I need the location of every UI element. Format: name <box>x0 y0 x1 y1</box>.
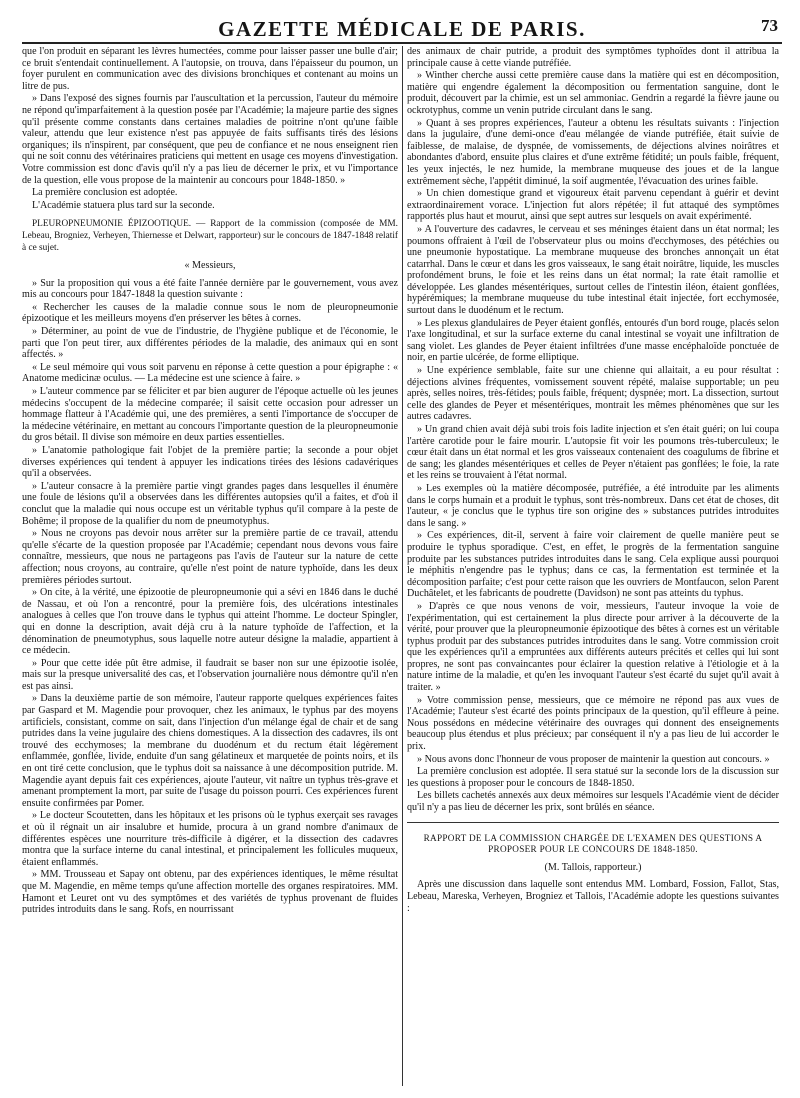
paragraph: » L'auteur consacre à la première partie vingt grandes pages dans lesquelles il énumère une foule de lésions qu'il a observées dans les différentes autopsies qu'il a faites, et d'où il conclut que la maladie qui nous occupe est un véritable typhus qu'il compare à la peste de Bohême; il propose de la qualifier du nom de pneumotyphus. <box>22 480 398 527</box>
right-column <box>407 46 779 1086</box>
paragraph: » A l'ouverture des cadavres, le cerveau et ses méninges étaient dans un état normal; les poumons offraient à l'œil de l'observateur plus ou moins d'ecchymoses, des pétéchies ou une pneumonie hypostatique. La membrane muqueuse des bronches annonçait un état catarrhal. Dans le cœur et dans les gros vaisseaux, le sang était noirâtre, liquide, les muscles profondément bruns, le foie et les reins dans un état normal; la rate était ramollie et développée. Les glandes mésentériques, surtout celles de l'intestin iléon, étaient gonflées, hypérémiques; la membrane muqueuse du tube intestinal était injectée, fort ecchymosée, surtout dans le duodénum et le rectum. <box>407 223 779 317</box>
paragraph: » Nous avons donc l'honneur de vous proposer de maintenir la question aut concours. » <box>417 753 770 765</box>
section-divider <box>407 822 779 823</box>
paragraph: » L'auteur commence par se féliciter et par bien augurer de l'époque actuelle où les jeunes médecins s'occupent de la médecine comparée; il saisit cette occasion pour adresser un hommage flatteur à l'Académie qui, une des premières, a senti l'importance de s'occuper de la médecine vétérinaire, en mettant au concours l'importante question de la pleuropneumonie du gros bétail. Il divise son mémoire en deux parties essentielles. <box>22 386 398 444</box>
paragraph: » Sur la proposition qui vous a été faite l'année dernière par le gouvernement, vous avez mis au concours pour 1847-1848 la question suivante : <box>22 277 398 301</box>
paragraph: La première conclusion est adoptée. Il sera statué sur la seconde lors de la discussion sur les questions à proposer pour le concours de 1848-1850. <box>407 766 779 789</box>
paragraph: des animaux de chair putride, a produit des symptômes typhoïdes dont il attribua la principale cause à cette viande putréfiée. <box>407 46 779 69</box>
paragraph: » Winther cherche aussi cette première cause dans la matière qui est en décomposition, matière qui engendre également la décomposition ou fermentation sanguine, dont le produit, découvert par la chimie, est un sel ammoniac. Gendrin a regardé la fièvre jaune ou ockrotyphus, comme un venin putride circulant dans le sang. <box>407 70 779 116</box>
paragraph: » On cite, à la vérité, une épizootie de pleuropneumonie qui a sévi en 1846 dans le duché de Nassau, et où l'on a rencontré, pour la première fois, des ulcérations intestinales analogues à celles que l'on trouve dans le typhus qui atteint l'homme. Le docteur Spingler, qui en donne la description, avait déjà cru à la nature typhoïde de l'affection, et la dénomination de pneumotyphus, sous laquelle notre auteur désigne la maladie, appartient à ce médecin. <box>22 587 398 657</box>
paragraph: » Un chien domestique grand et vigoureux était parvenu cependant à guérir et devint extraordinairement vorace. L'injection fut alors répétée; il fut attaqué des symptômes rapportés plus haut et mourut, ainsi que sept autres sur lesquels on avait expérimenté. <box>407 188 779 223</box>
paragraph: » Les exemples où la matière décomposée, putréfiée, a été introduite par les aliments dans le corps humain et a produit le typhus, sont très-nombreux. Dans cet état de choses, dit l'auteur, « je conclus que le typhus tire son origine des » substances putrides introduites dans le sang. » <box>407 482 779 529</box>
report-heading: RAPPORT DE LA COMMISSION CHARGÉE DE L'EXAMEN DES QUESTIONS A PROPOSER POUR LE CONCOURS DE 1848-1850. <box>423 832 763 855</box>
rapporteur: (M. Tallois, rapporteur.) <box>544 861 642 873</box>
paragraph: » Le docteur Scoutetten, dans les hôpitaux et les prisons où le typhus exerçait ses ravages et où il régnait un air insalubre et humide, procura à un grand nombre d'animaux de différentes espèces une nourriture très-difficile à digérer, et la dissection des cadavres montra que la surface interne du canal intestinal, et principalement les follicules muqueux, étaient enflammés. <box>22 810 398 868</box>
page-number: 73 <box>761 16 778 35</box>
closing-paragraph: Après une discussion dans laquelle sont entendus MM. Lombard, Fossion, Fallot, Stas, Lebeau, Mareska, Verheyen, Brogniez et Tallois, l'Académie adopte les questions suivantes : <box>407 879 779 914</box>
paragraph: La première conclusion est adoptée. <box>32 187 178 199</box>
paragraph: » Quant à ses propres expériences, l'auteur a obtenu les résultats suivants : l'injection dans la jugulaire, d'une demi-once d'eau mélangée de viande putréfiée, était suivie de faiblesse, de malaise, de dyspnée, de vomissements, de déjections alvines noirâtres et abondantes d'abord, ensuite plus claires et d'une extrême fétidité; un pouls faible, fréquent, les yeux injectés, le nez humide, la membrane muqueuse des joues et de la langue extrêmement sèche, l'appétit diminué, la soif augmentée, l'évacuation des urines faible. <box>407 117 779 187</box>
left-column <box>22 46 398 1086</box>
salutation: « Messieurs, <box>184 260 236 272</box>
journal-title: GAZETTE MÉDICALE DE PARIS. <box>218 17 586 41</box>
paragraph: » Les plexus glandulaires de Peyer étaient gonflés, entourés d'un bord rouge, placés selon l'axe longitudinal, et sur la surface externe du canal intestinal se voyait une infiltration de sang violet. Les glandes de Peyer étaient infiltrées d'une masse encéphaloïde ponctuée de noir, en partie ulcérée, de forme elliptique. <box>407 317 779 364</box>
paragraph: » MM. Trousseau et Sapay ont obtenu, par des expériences identiques, le même résultat que M. Magendie, en même temps qu'une affection mortelle des organes respiratoires. MM. Hamont et Leuret ont vu des symptômes et des variétés de typhus provenant de fluides putrides introduits dans le sang. Rofs, en nourrissant <box>22 869 398 916</box>
paragraph: » L'anatomie pathologique fait l'objet de la première partie; la seconde a pour objet diverses expériences qui tendent à appuyer les indications tirées des lésions cadavériques qu'il a observées. <box>22 445 398 480</box>
section-heading-pleuropneumonie: PLEUROPNEUMONIE ÉPIZOOTIQUE. — Rapport de la commission (composée de MM. Lebeau, Brogniez, Verheyen, Thiernesse et Delwart, rapporteur) sur le concours de 1847-1848 relatif à ce sujet. <box>22 219 398 253</box>
paragraph: » Dans l'exposé des signes fournis par l'auscultation et la percussion, l'auteur du mémoire ne répond qu'imparfaitement à la question posée par l'Académie; la majeure partie des signes qu'il présente comme constants dans certaines maladies de poitrine n'ont qu'une faible valeur, attendu que leur existence n'est pas appuyée de faits suffisants tirés des lésions organiques; ils n'inspirent, par conséquent, que peu de confiance et ne nous enseignent rien qui ne soit connu des vétérinaires praticiens qui mettent en usage ces moyens d'investigation. Votre commission est donc d'avis qu'il n'y a pas lieu de décerner le prix, et vu l'importance de la question, elle vous propose de la maintenir au concours pour 1848-1850. » <box>22 93 398 186</box>
paragraph: » Pour que cette idée pût être admise, il faudrait se baser non sur une épizootie isolée, mais sur la presque universalité des cas, et l'observation journalière nous démontre qu'il n'en est pas ainsi. <box>22 657 398 692</box>
masthead <box>22 14 782 44</box>
paragraph: Les billets cachetés annexés aux deux mémoires sur lesquels l'Académie vient de décider qu'il n'y a pas lieu de décerner les prix, sont brûlés en séance. <box>407 790 779 813</box>
paragraph: » Nous ne croyons pas devoir nous arrêter sur la première partie de ce travail, attendu qu'elle s'écarte de la question proposée par l'Académie; cependant nous devons vous faire connaître, messieurs, que nous ne partageons pas l'avis de l'auteur sur la nature de cette affection; nous croyons, au contraire, qu'elle n'est point de nature typhoïde, dans les deux premières périodes surtout. <box>22 528 398 586</box>
paragraph: que l'on produit en séparant les lèvres humectées, comme pour laisser passer une bulle d'air; ce bruit s'entendait continuellement. A l'autopsie, on trouva, dans l'épaisseur du poumon, un foyer purulent en communication avec des divisions bronchiques et contenant au moins un litre de pus. <box>22 46 398 92</box>
paragraph: « Le seul mémoire qui vous soit parvenu en réponse à cette question a pour épigraphe : « Anatome medicinæ oculus. — La médecine est une science à faire. » <box>22 361 398 385</box>
paragraph: « Rechercher les causes de la maladie connue sous le nom de pleuropneumonie épizootique et les meilleurs moyens d'en préserver les bêtes à cornes. <box>22 301 398 325</box>
paragraph: » D'après ce que nous venons de voir, messieurs, l'auteur invoque la voie de l'expérimentation, qui est certainement la plus directe pour arriver à la découverte de la vérité, pour prouver que la pleuropneumonie épizootique des bêtes à cornes est un véritable typhus produit par des substances putrides introduites dans le sang. Votre commission croit que les expériences qu'il a empruntées aux différents auteurs précités et celles qui lui sont propres, ne sont pas convaincantes pour éclairer la question relative à l'étiologie et à la nature intime de la maladie, et qu'en les invoquant l'auteur s'est écarté du sujet qu'il avait à traiter. » <box>407 600 779 694</box>
paragraph: » Une expérience semblable, faite sur une chienne qui allaitait, a eu pour résultat : déjections alvines fréquentes, vomissement souvent répété, malaise supportable; un peu après, selles noires, très-fétides; pouls faible, fréquent; dyspnée; mort. La dissection, surtout celle des glandes de Peyer et mésentériques, montrait les mêmes phénomènes que sur les autres cadavres. <box>407 365 779 423</box>
paragraph: » Déterminer, au point de vue de l'industrie, de l'hygiène publique et de l'économie, le parti que l'on peut tirer, aux différentes périodes de la maladie, des animaux qui en sont affectés. » <box>22 326 398 361</box>
paragraph: » Votre commission pense, messieurs, que ce mémoire ne répond pas aux vues de l'Académie; l'auteur s'est écarté des points principaux de la question, qu'il effleure à peine. Nous possédons en médecine vétérinaire des ouvrages qui donnent des enseignements beaucoup plus étendus et plus précieux; par conséquent il n'y a pas lieu de lui accorder le prix. <box>407 694 779 753</box>
paragraph: L'Académie statuera plus tard sur la seconde. <box>32 199 215 211</box>
paragraph: » Dans la deuxième partie de son mémoire, l'auteur rapporte quelques expériences faites par Gaspard et M. Magendie pour provoquer, chez les animaux, le typhus par des moyens artificiels, consistant, comme on sait, dans l'injection d'un mélange égal de chair et de sang putrides dans la veine jugulaire des chiens domestiques. A la dissection des cadavres, ils ont trouvé des ecchymoses; la membrane du duodénum et du rectum était légèrement enflammée, gonflée, livide, enduite d'un sang gélatineux et marquetée de points noirs, et ils en ont tiré cette conclusion, que le typhus doit sa naissance à une décomposition putride. M. Magendie ayant depuis fait ces expériences, ajoute l'auteur, vit naître un typhus très-grave et amenant promptement la mort, par suite de l'usage du poisson pourri. Ces expériences furent ensuite confirmées par Pomer. <box>22 693 398 809</box>
paragraph: » Ces expériences, dit-il, servent à faire voir clairement de quelle manière peut se produire le typhus sporadique. C'est, en effet, le progrès de la fermentation sanguine produite par les substances putrides introduites dans le sang. Cela explique aussi pourquoi le méphitis n'engendre pas le typhus; dans ce cas, la fermentation est terminée et la décomposition parfaite; c'est pour cette raison que les ouvriers de Montfaucon, selon Parent Duchâtelet, et les fabricants de poudrette (Davidson) ne sont pas atteints du typhus. <box>407 530 779 600</box>
column-divider <box>402 46 403 1086</box>
paragraph: » Un grand chien avait déjà subi trois fois ladite injection et s'en était guéri; on lui coupa l'artère carotide pour le faire mourir. L'autopsie fit voir les poumons très-tuberculeux; le cœur était dans un état normal et les gros vaisseaux contenaient des coagulums de fibrine et de sang; les glandes mésentériques et celles de Peyer n'étaient pas gonflées; le foie, la rate et les reins se trouvaient à l'état normal. <box>407 424 779 482</box>
